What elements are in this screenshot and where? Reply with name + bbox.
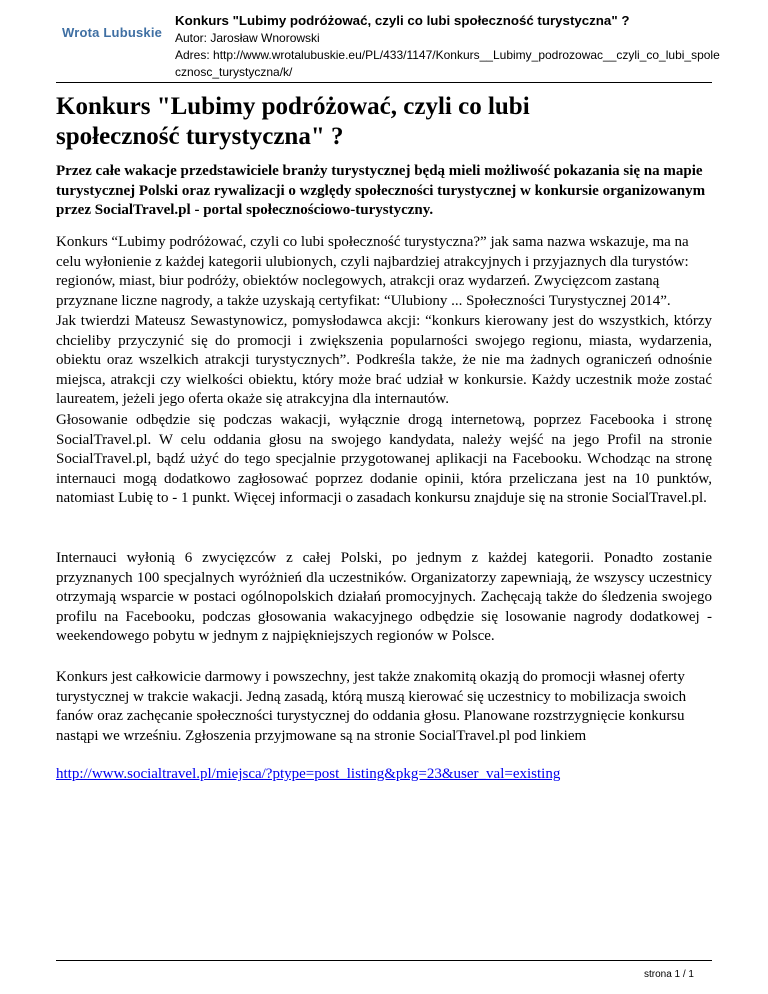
site-logo: Wrota Lubuskie	[62, 25, 163, 40]
article-lead: Przez całe wakacje przedstawiciele branży turystycznej będą mieli możliwość pokazania się na mapie turystycznej Polski oraz rywalizacji o względy społeczności turystycznej w konkursie organizowanym przez SocialTravel.pl - portal społecznościowo-turystyczny.	[56, 163, 706, 218]
article-paragraph-1: Konkurs “Lubimy podróżować, czyli co lubi społeczność turystyczna?” jak sama nazwa wskazuje, ma na celu wyłonienie z każdej kategorii ulubionych, czyli najbardziej atrakcyjnych i przyjaznych dla turystów: regionów, miast, biur podróży, obiektów noclegowych, atrakcji oraz wydarzeń. Zwycięzcom zastaną przyznane liczne nagrody, a także uzyskają certyfikat: “Ulubiony ... Społeczności Turystycznej 2014”.	[56, 234, 689, 309]
header-address: Adres: http://www.wrotalubuskie.eu/PL/433/1147/Konkurs__Lubimy_podrozowac__czyli_co_lubi_spolecznosc_turystyczna/k/	[175, 48, 720, 79]
socialtravel-link[interactable]: http://www.socialtravel.pl/miejsca/?ptype=post_listing&pkg=23&user_val=existing	[56, 766, 561, 782]
document-header	[175, 12, 720, 81]
article-title: Konkurs "Lubimy podróżować, czyli co lubi społeczność turystyczna" ?	[56, 93, 530, 150]
article-paragraph-5: Konkurs jest całkowicie darmowy i powszechny, jest także znakomitą okazją do promocji własnej oferty turystycznej w trakcie wakacji. Jedną zasadą, którą muszą kierować się uczestnicy to mobilizacja swoich fanów oraz zachęcanie społeczności turystycznej do oddania głosu. Planowane rozstrzygnięcie konkursu nastąpi we wrześniu. Zgłoszenia przyjmowane są na stronie SocialTravel.pl pod linkiem	[56, 669, 687, 744]
header-title: Konkurs "Lubimy podróżować, czyli co lubi społeczność turystyczna" ?	[175, 13, 630, 28]
article-paragraph-3: Głosowanie odbędzie się podczas wakacji, wyłącznie drogą internetową, poprzez Facebooka i stronę SocialTravel.pl. W celu oddania głosu na swojego kandydata, należy wejść na jego Profil na stronie SocialTravel.pl, bądź użyć do tego specjalnie przygotowanej aplikacji na Facebooku. Wchodząc na stronę internauci mogą dodatkowo zagłosować poprzez dodanie opinii, która przeliczana jest na 10 punktów, natomiast Lubię to - 1 punkt. Więcej informacji o zasadach konkursu znajduje się na stronie SocialTravel.pl.	[56, 412, 712, 507]
article-paragraph-4: Internauci wyłonią 6 zwycięzców z całej Polski, po jednym z każdej kategorii. Ponadto zostanie przyznanych 100 specjalnych wyróżnień dla uczestników. Organizatorzy zapewniają, że wszyscy uczestnicy otrzymają wsparcie w postaci ogólnopolskich działań promocyjnych. Zachęcają także do śledzenia swojego profilu na Facebooku, podczas głosowania wakacyjnego odbędzie się losowanie nagrody dodatkowej - weekendowego pobytu w jednym z najpiękniejszych regionów w Polsce.	[56, 550, 712, 645]
footer-divider	[56, 960, 712, 961]
page-number: strona 1 / 1	[643, 969, 694, 980]
header-author: Autor: Jarosław Wnorowski	[175, 31, 320, 45]
article-paragraph-2: Jak twierdzi Mateusz Sewastynowicz, pomysłodawca akcji: “konkurs kierowany jest do wszystkich, którzy chcieliby przyczynić się do promocji i zwiększenia popularności swojego regionu, miasta, wydarzenia, obiektu oraz wszelkich atrakcji turystycznych”. Podkreśla także, że nie ma żadnych ograniczeń odnośnie miejsca, atrakcji czy wielkości obiektu, który może brać udział w konkursie. Każdy uczestnik może zostać laureatem, jeżeli jego oferta okaże się atrakcyjna dla internautów.	[56, 313, 712, 408]
header-divider	[56, 82, 712, 83]
